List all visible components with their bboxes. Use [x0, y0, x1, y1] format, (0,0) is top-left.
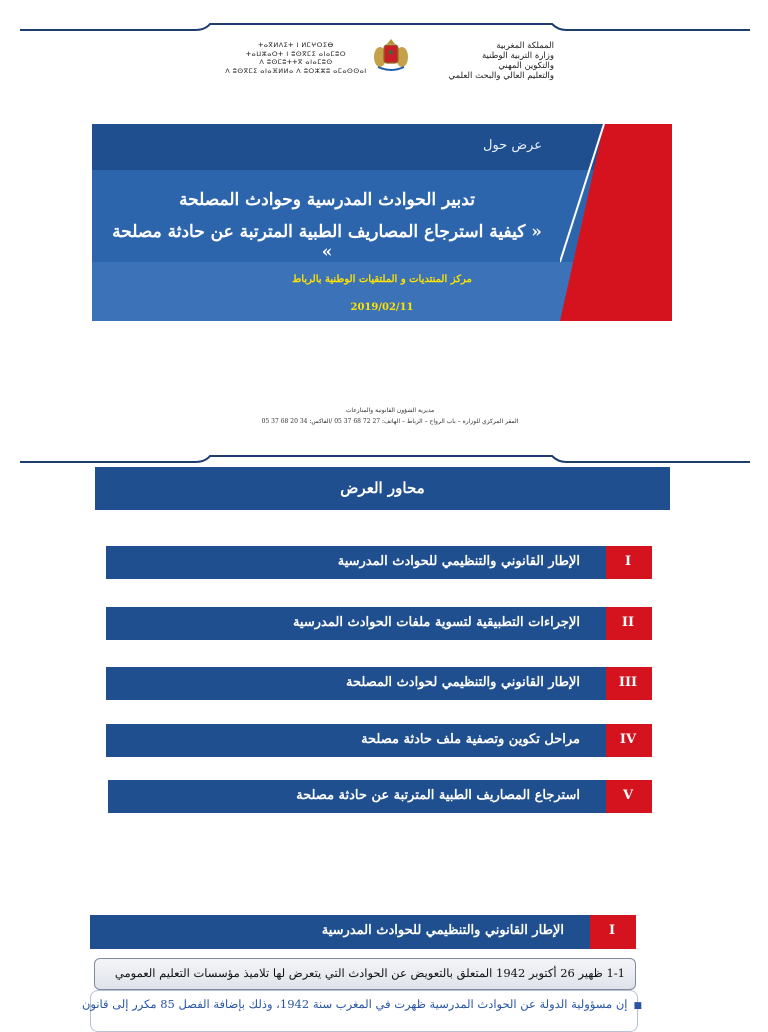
outline-axis-2 [106, 607, 652, 640]
axis-red-cut [584, 546, 606, 579]
outline-axis-4 [106, 724, 652, 757]
axis-number: III [618, 675, 638, 690]
section-title-bar [90, 915, 636, 949]
subsection-heading: 1-1 ظهير 26 أكتوبر 1942 المتعلق بالتعويض عن الحوادث التي يتعرض لها تلاميذ مؤسسات التعليم العمومي [114, 966, 625, 980]
ministry-tifinagh-header: ⵜⴰⴳⵍⴷⵉⵜ ⵏ ⵍⵎⵖⵔⵉⴱ ⵜⴰⵡⵣⴰⵔⵜ ⵏ ⵓⵙⴳⵎⵉ ⴰⵏⴰⵎⵓⵔ ⴷ ⵓⵙⵎⵓⵜⵜⴳ ⴰⵏⴰⵎⵓⵙ ⴷ ⵓⵙⴳⵎⵉ ⴰⵏⴰⴼⵍⵍⴰ ⴷ ⵓⵔⵣⵣⵓ ⴰⵎⴰⵙⵙⴰⵏ [225, 41, 367, 75]
presentation-date: 2019/02/11 [350, 302, 414, 313]
outline-title: محاور العرض [340, 479, 425, 497]
axis-red-cut [584, 724, 606, 757]
outline-axis-3 [106, 667, 652, 700]
outline-axis-1 [106, 546, 652, 579]
venue-label: مركز المنتديات و الملتقيات الوطنية بالرباط [292, 274, 472, 285]
axis-label: الإجراءات التطبيقية لتسوية ملفات الحوادث المدرسية [292, 615, 580, 630]
slide-footer: مديرية الشؤون القانونية والمنازعات المقر المركزي للوزارة – باب الرواح – الرباط – الهاتف: 27 72 68 37 05 /الفاكس: 34 20 68 37 05 [261, 407, 519, 425]
presentation-title: تدبير الحوادث المدرسية وحوادث المصلحة [179, 190, 475, 210]
subsection-heading-box [94, 958, 636, 990]
title-slide-block [92, 124, 672, 321]
axis-number: IV [619, 732, 637, 747]
section-title: الإطار القانوني والتنظيمي للحوادث المدرسية [321, 923, 564, 938]
axis-red-cut [584, 607, 606, 640]
moroccan-coat-of-arms-icon [372, 36, 410, 74]
presentation-title-subline: « كيفية استرجاع المصاريف الطبية المترتبة عن حادثة مصلحة » [112, 222, 542, 262]
bullet-paragraph [82, 997, 642, 1011]
outline-title-bar [95, 467, 670, 510]
axis-label: استرجاع المصاريف الطبية المترتبة عن حادثة مصلحة [296, 788, 580, 803]
axis-number: I [624, 554, 632, 569]
axis-label: الإطار القانوني والتنظيمي لحوادث المصلحة [346, 675, 580, 690]
outline-axis-5 [108, 780, 652, 813]
axis-red-cut [584, 780, 606, 813]
red-diagonal-accent [560, 124, 672, 321]
axis-red-cut [584, 667, 606, 700]
axis-label: مراحل تكوين وتصفية ملف حادثة مصلحة [361, 732, 580, 747]
axis-label: الإطار القانوني والتنظيمي للحوادث المدرسية [337, 554, 580, 569]
axis-number: V [622, 788, 634, 803]
section-number: I [608, 923, 616, 938]
bullet-square-icon: ■ [633, 1001, 642, 1011]
presentation-subtitle: عرض حول [483, 138, 542, 153]
bullet-text: إن مسؤولية الدولة عن الحوادث المدرسية ظهرت في المغرب سنة 1942، وذلك بإضافة الفصل 85 مكرر إلى قانون [81, 997, 628, 1011]
axis-number: II [621, 615, 635, 630]
axis-red-cut [568, 915, 590, 949]
ministry-arabic-header: المملكة المغربية وزارة التربية الوطنية والتكوين المهني والتعليم العالي والبحث العلمي [448, 41, 554, 81]
